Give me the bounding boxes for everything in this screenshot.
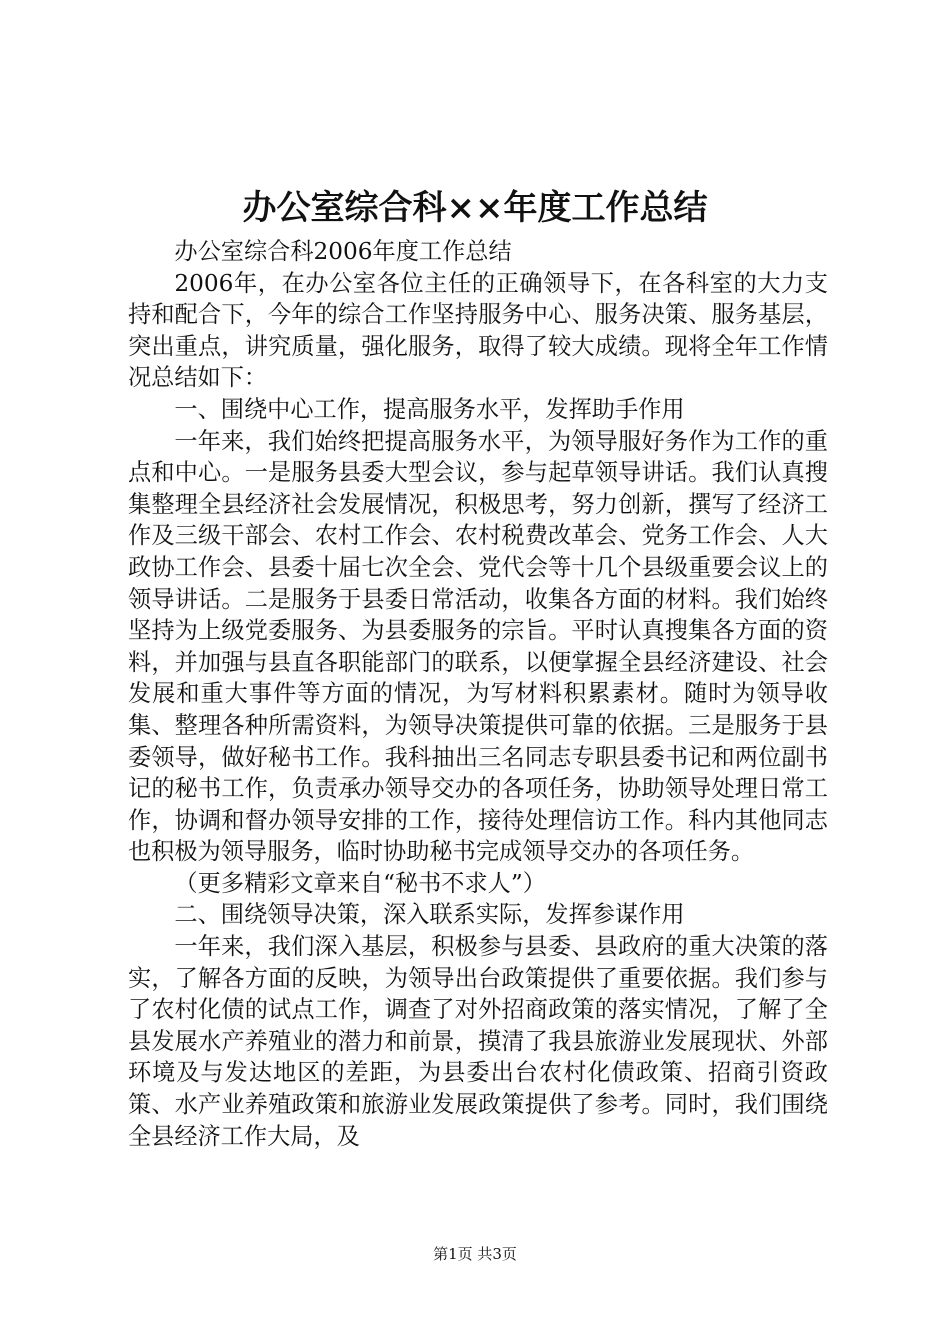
paragraph-section-2: 一年来，我们深入基层，积极参与县委、县政府的重大决策的落实，了解各方面的反映，为领导出台政策提供了重要依据。我们参与了农村化债的试点工作，调查了对外招商政策的落实情况，了解了全县发展水产养殖业的潜力和前景，摸清了我县旅游业发展现状、外部环境及与发达地区的差距，为县委出台农村化债政策、招商引资政策、水产业养殖政策和旅游业发展政策提供了参考。同时，我们围绕全县经济工作大局，及: [128, 933, 828, 1150]
paragraph-note: （更多精彩文章来自“秘书不求人”）: [174, 869, 546, 897]
section-heading-2: 二、围绕领导决策，深入联系实际，发挥参谋作用: [174, 901, 685, 929]
paragraph-intro: 2006年，在办公室各位主任的正确领导下，在各科室的大力支持和配合下，今年的综合工作坚持服务中心、服务决策、服务基层，突出重点，讲究质量，强化服务，取得了较大成绩。现将全年工作情况总结如下：: [128, 269, 828, 392]
section-heading-1: 一、围绕中心工作，提高服务水平，发挥助手作用: [174, 395, 685, 423]
paragraph-section-1: 一年来，我们始终把提高服务水平，为领导服好务作为工作的重点和中心。一是服务县委大型会议，参与起草领导讲话。我们认真搜集整理全县经济社会发展情况，积极思考，努力创新，撰写了经济工作及三级干部会、农村工作会、农村税费改革会、党务工作会、人大政协工作会、县委十届七次全会、党代会等十几个县级重要会议上的领导讲话。二是服务于县委日常活动，收集各方面的材料。我们始终坚持为上级党委服务、为县委服务的宗旨。平时认真搜集各方面的资料，并加强与县直各职能部门的联系，以便掌握全县经济建设、社会发展和重大事件等方面的情况，为写材料积累素材。随时为领导收集、整理各种所需资料，为领导决策提供可靠的依据。三是服务于县委领导，做好秘书工作。我科抽出三名同志专职县委书记和两位副书记的秘书工作，负责承办领导交办的各项任务，协助领导处理日常工作，协调和督办领导安排的工作，接待处理信访工作。科内其他同志也积极为领导服务，临时协助秘书完成领导交办的各项任务。: [128, 427, 828, 866]
document-title: 办公室综合科××年度工作总结: [242, 188, 708, 228]
document-body: [128, 236, 828, 1152]
page-footer: 第1页 共3页: [433, 1245, 517, 1263]
paragraph-subtitle: 办公室综合科2006年度工作总结: [174, 238, 512, 265]
